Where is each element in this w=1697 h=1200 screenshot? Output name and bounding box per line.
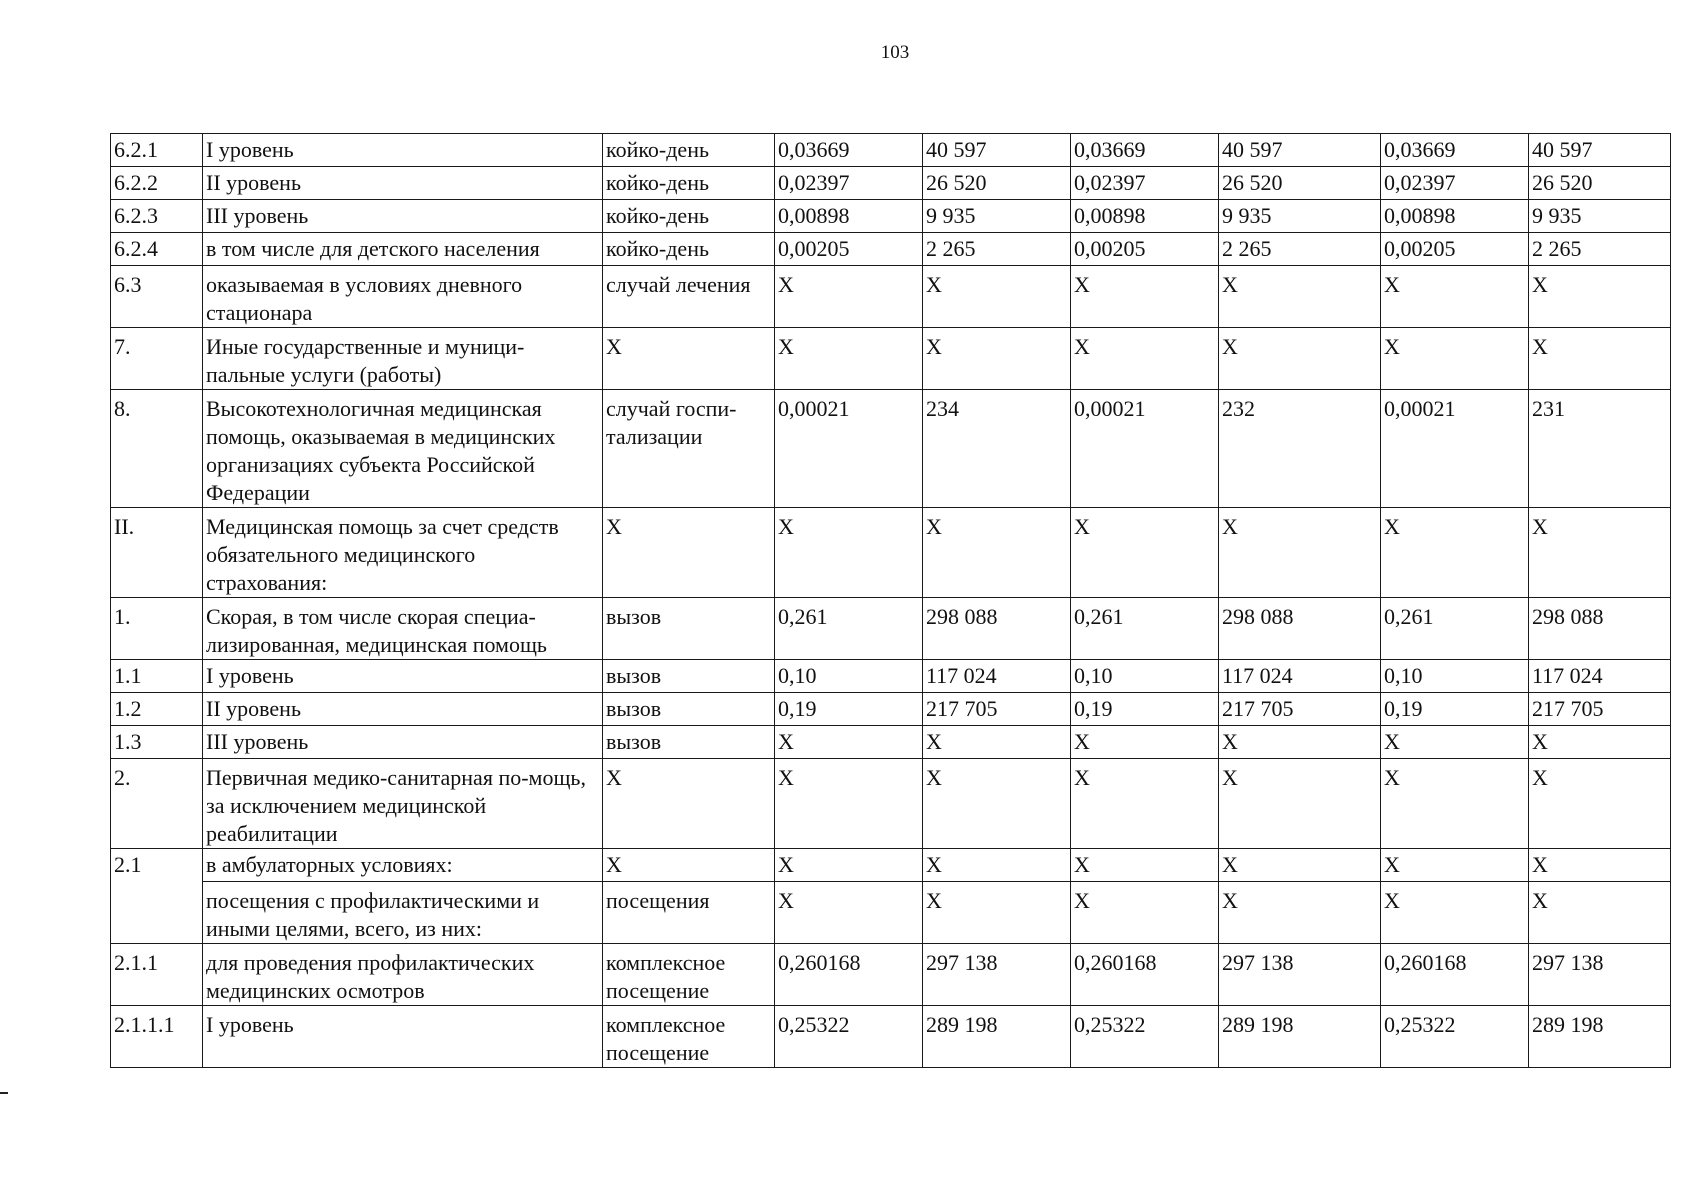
table-row [111,328,1671,390]
value-cell: X [1529,328,1671,390]
row-code: 1.1 [111,660,203,693]
value-cell: 217 705 [1219,693,1381,726]
value-cell: 26 520 [1219,167,1381,200]
value-cell: X [1529,266,1671,328]
value-cell: 0,03669 [1381,134,1529,167]
value-cell: 0,00021 [1381,390,1529,508]
value-cell: 0,261 [1071,598,1219,660]
table-row [111,944,1671,1006]
value-cell: X [1219,266,1381,328]
value-cell: X [923,759,1071,849]
value-cell: 0,00021 [1071,390,1219,508]
row-code: 6.3 [111,266,203,328]
row-unit: посещения [603,882,775,944]
value-cell: 0,00205 [1071,233,1219,266]
value-cell: 0,260168 [1381,944,1529,1006]
row-name: Медицинская помощь за счет средств обязательного медицинского страхования: [203,508,603,598]
row-code: 2.1.1.1 [111,1006,203,1068]
row-code: II. [111,508,203,598]
value-cell: 0,261 [775,598,923,660]
value-cell: X [1071,726,1219,759]
value-cell: 117 024 [923,660,1071,693]
value-cell: 0,19 [775,693,923,726]
row-unit: случай лечения [603,266,775,328]
value-cell: X [1219,328,1381,390]
row-name: II уровень [203,693,603,726]
value-cell: X [775,849,923,882]
row-unit: комплексное посещение [603,944,775,1006]
value-cell: X [775,726,923,759]
value-cell: 0,10 [775,660,923,693]
value-cell: 217 705 [1529,693,1671,726]
value-cell: X [1529,759,1671,849]
value-cell: 289 198 [923,1006,1071,1068]
value-cell: 298 088 [923,598,1071,660]
value-cell: X [1381,882,1529,944]
row-unit: комплексное посещение [603,1006,775,1068]
value-cell: X [1381,849,1529,882]
value-cell: 0,00021 [775,390,923,508]
value-cell: 0,260168 [1071,944,1219,1006]
row-name: III уровень [203,200,603,233]
value-cell: 0,00898 [1381,200,1529,233]
value-cell: 289 198 [1529,1006,1671,1068]
value-cell: 0,261 [1381,598,1529,660]
value-cell: 0,00205 [1381,233,1529,266]
value-cell: 0,260168 [775,944,923,1006]
value-cell: X [1381,508,1529,598]
value-cell: X [1219,849,1381,882]
row-code: 2. [111,759,203,849]
table-row [111,693,1671,726]
value-cell: X [1071,849,1219,882]
row-unit: койко-день [603,134,775,167]
value-cell: X [1219,759,1381,849]
value-cell: 0,00898 [1071,200,1219,233]
table-row [111,882,1671,944]
value-cell: 2 265 [923,233,1071,266]
row-code: 1.2 [111,693,203,726]
value-cell: 297 138 [923,944,1071,1006]
value-cell: 40 597 [1529,134,1671,167]
row-name: Иные государственные и муници-пальные услуги (работы) [203,328,603,390]
value-cell: 0,00898 [775,200,923,233]
row-name: Высокотехнологичная медицинская помощь, оказываемая в медицинских организациях субъекта Российской Федерации [203,390,603,508]
row-unit: вызов [603,598,775,660]
value-cell: 289 198 [1219,1006,1381,1068]
value-cell: X [1219,726,1381,759]
row-unit: вызов [603,693,775,726]
value-cell: X [775,882,923,944]
value-cell: 26 520 [923,167,1071,200]
table-row [111,134,1671,167]
table-row [111,233,1671,266]
value-cell: X [1381,266,1529,328]
row-name: III уровень [203,726,603,759]
row-name: Скорая, в том числе скорая специа-лизированная, медицинская помощь [203,598,603,660]
row-name: I уровень [203,134,603,167]
value-cell: X [1071,508,1219,598]
value-cell: X [775,328,923,390]
value-cell: X [775,266,923,328]
page-number: 103 [880,42,910,63]
value-cell: 0,25322 [775,1006,923,1068]
value-cell: X [1529,849,1671,882]
value-cell: X [923,726,1071,759]
value-cell: 0,02397 [1071,167,1219,200]
value-cell: 0,02397 [775,167,923,200]
row-unit: X [603,508,775,598]
value-cell: 0,10 [1381,660,1529,693]
value-cell: X [1071,882,1219,944]
row-name: для проведения профилактических медицинских осмотров [203,944,603,1006]
row-code: 6.2.2 [111,167,203,200]
value-cell: 117 024 [1529,660,1671,693]
value-cell: 0,19 [1381,693,1529,726]
row-name: посещения с профилактическими и иными целями, всего, из них: [203,882,603,944]
table-row [111,167,1671,200]
value-cell: 298 088 [1219,598,1381,660]
value-cell: X [1219,882,1381,944]
value-cell: X [1381,759,1529,849]
value-cell: 0,25322 [1381,1006,1529,1068]
value-cell: X [1071,328,1219,390]
value-cell: 0,02397 [1381,167,1529,200]
value-cell: 26 520 [1529,167,1671,200]
row-code: 7. [111,328,203,390]
table-row [111,200,1671,233]
row-unit: X [603,849,775,882]
value-cell: X [923,266,1071,328]
value-cell: 297 138 [1219,944,1381,1006]
value-cell: X [1071,266,1219,328]
value-cell: X [923,328,1071,390]
value-cell: 297 138 [1529,944,1671,1006]
data-table [110,133,1671,1068]
value-cell: 0,03669 [1071,134,1219,167]
value-cell: 0,00205 [775,233,923,266]
row-name: Первичная медико-санитарная по-мощь, за исключением медицинской реабилитации [203,759,603,849]
value-cell: 40 597 [1219,134,1381,167]
row-unit: койко-день [603,200,775,233]
table-row [111,849,1671,882]
table-row [111,1006,1671,1068]
value-cell: 217 705 [923,693,1071,726]
row-unit: X [603,328,775,390]
row-unit: случай госпи-тализации [603,390,775,508]
value-cell: 2 265 [1529,233,1671,266]
value-cell: 117 024 [1219,660,1381,693]
value-cell: X [1381,328,1529,390]
row-code: 6.2.1 [111,134,203,167]
row-name: II уровень [203,167,603,200]
value-cell: X [923,508,1071,598]
value-cell: 0,10 [1071,660,1219,693]
value-cell: 9 935 [1219,200,1381,233]
table-row [111,759,1671,849]
value-cell: 2 265 [1219,233,1381,266]
value-cell: X [1529,882,1671,944]
row-name: оказываемая в условиях дневного стационара [203,266,603,328]
value-cell: 298 088 [1529,598,1671,660]
row-unit: койко-день [603,167,775,200]
row-code: 6.2.4 [111,233,203,266]
row-name: I уровень [203,1006,603,1068]
value-cell: X [1219,508,1381,598]
value-cell: 0,25322 [1071,1006,1219,1068]
row-unit: вызов [603,660,775,693]
row-name: в том числе для детского населения [203,233,603,266]
value-cell: X [1529,726,1671,759]
row-code: 1. [111,598,203,660]
table-row [111,508,1671,598]
table-row [111,726,1671,759]
value-cell: 0,03669 [775,134,923,167]
value-cell: 232 [1219,390,1381,508]
value-cell: 231 [1529,390,1671,508]
value-cell: X [923,882,1071,944]
edge-mark [0,1092,8,1094]
value-cell: 9 935 [923,200,1071,233]
value-cell: 0,19 [1071,693,1219,726]
value-cell: X [775,508,923,598]
value-cell: X [775,759,923,849]
row-code: 8. [111,390,203,508]
value-cell: 9 935 [1529,200,1671,233]
row-code: 6.2.3 [111,200,203,233]
row-unit: X [603,759,775,849]
table-row [111,390,1671,508]
row-code: 2.1 [111,849,203,944]
row-unit: койко-день [603,233,775,266]
table-row [111,598,1671,660]
row-code: 2.1.1 [111,944,203,1006]
row-code: 1.3 [111,726,203,759]
value-cell: X [1071,759,1219,849]
value-cell: X [923,849,1071,882]
value-cell: 234 [923,390,1071,508]
value-cell: X [1381,726,1529,759]
row-name: I уровень [203,660,603,693]
row-name: в амбулаторных условиях: [203,849,603,882]
row-unit: вызов [603,726,775,759]
value-cell: 40 597 [923,134,1071,167]
table-row [111,266,1671,328]
table-row [111,660,1671,693]
value-cell: X [1529,508,1671,598]
